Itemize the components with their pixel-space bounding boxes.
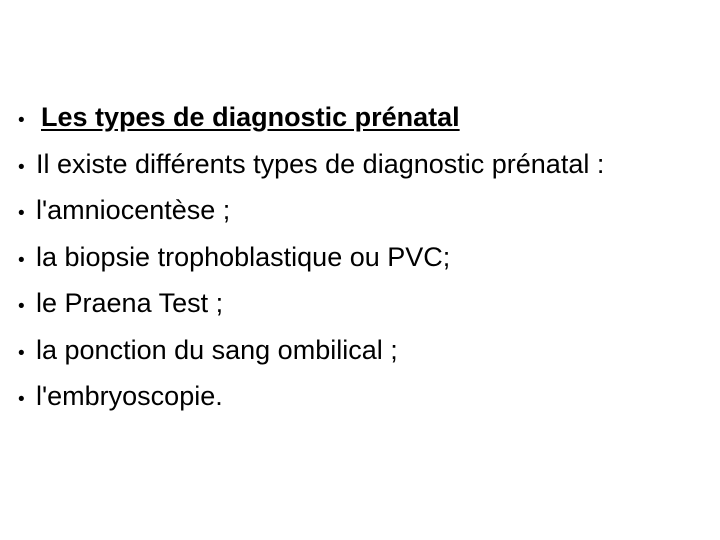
bullet-icon: • [18, 110, 25, 131]
list-item [18, 187, 604, 234]
list-item [18, 327, 604, 374]
list-item-text: la ponction du sang ombilical ; [36, 334, 398, 365]
bullet-icon: • [18, 342, 25, 364]
bullet-icon: • [18, 156, 25, 178]
list-item-text: la biopsie trophoblastique ou PVC; [36, 241, 451, 272]
list-item [18, 141, 604, 188]
slide-heading: Les types de diagnostic prénatal [41, 102, 460, 132]
list-item-text: le Praena Test ; [36, 288, 224, 318]
list-item-text: l'amniocentèse ; [36, 195, 231, 225]
bullet-icon: • [18, 389, 25, 410]
list-item [18, 234, 604, 281]
list-item-text: l'embryoscopie. [36, 381, 223, 411]
list-item-text: Il existe différents types de diagnostic prénatal : [36, 148, 605, 179]
bullet-list [18, 94, 604, 420]
list-item [18, 373, 604, 420]
bullet-icon: • [18, 249, 25, 271]
list-item-heading [18, 94, 604, 141]
list-item [18, 280, 604, 327]
bullet-icon: • [18, 203, 25, 224]
bullet-icon: • [18, 296, 25, 317]
